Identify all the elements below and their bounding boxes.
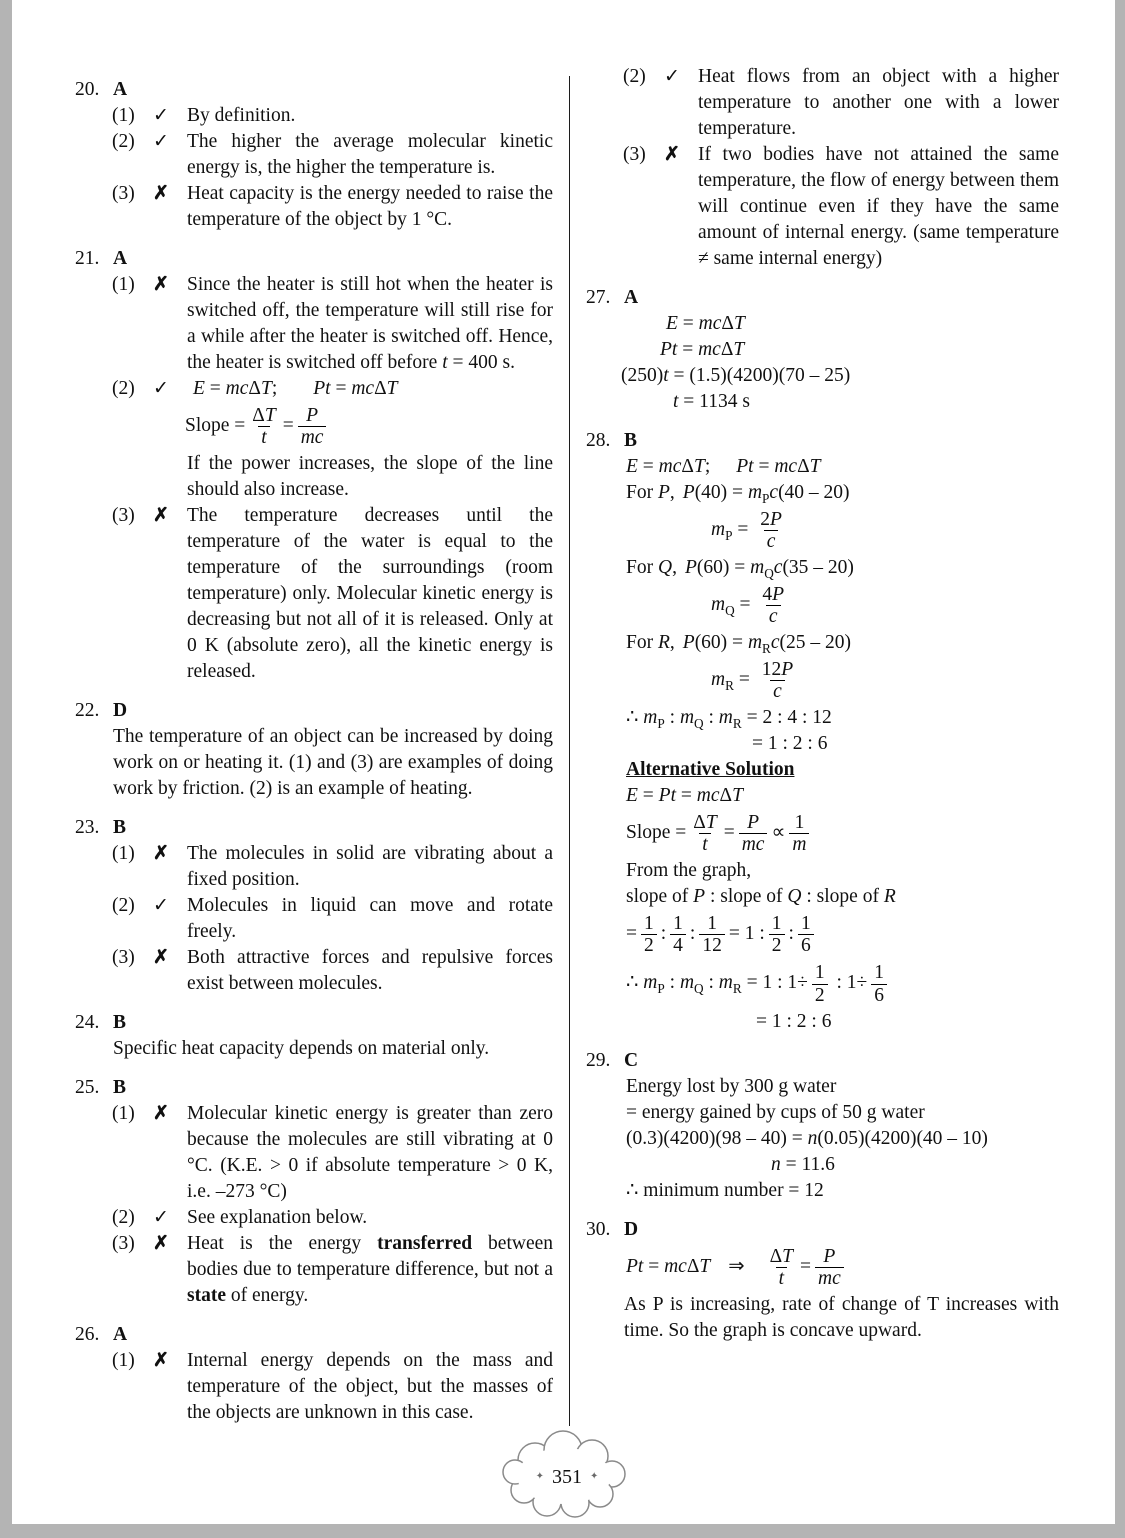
- body-paragraph: As P is increasing, rate of change of T increases with time. So the graph is concave upward.: [624, 1293, 1059, 1341]
- option-text: Heat capacity is the energy needed to raise the temperature of the object by 1 °C.: [187, 183, 553, 230]
- fraction: $\frac{1}{4}$: [670, 913, 686, 956]
- fraction: $\frac{1}{m}$: [789, 812, 809, 855]
- alt-solution-heading: Alternative Solution: [626, 759, 795, 781]
- option-row: [75, 1205, 553, 1231]
- math-line: n = 11.6: [771, 1153, 835, 1175]
- fraction: $\frac{\Delta T}{t}$: [693, 812, 717, 856]
- cross-icon: ✗: [153, 843, 169, 865]
- question-header: [586, 428, 1059, 454]
- option-label: (1): [112, 105, 135, 126]
- answer-letter: B: [624, 430, 638, 451]
- option-label: (2): [112, 131, 135, 152]
- option-label: (1): [112, 843, 135, 865]
- option-label: (3): [623, 144, 646, 165]
- math-line: = energy gained by cups of 50 g water: [626, 1101, 925, 1123]
- option-label: (3): [112, 505, 135, 527]
- fraction: $\frac{1}{2}$: [641, 913, 657, 956]
- question-number: 24.: [75, 1012, 100, 1034]
- option-row: [75, 129, 553, 181]
- question-header: [75, 1010, 553, 1036]
- question-number: 26.: [75, 1324, 100, 1346]
- check-icon: ✓: [153, 131, 169, 152]
- answer-letter: C: [624, 1049, 639, 1071]
- math-line: Pt = mcΔT ⇒ $\frac{\Delta T}{t}$ = $\frac{P}{mc}$: [586, 1243, 1059, 1292]
- math-line: ∴ $m_P$ : $m_Q$ : $m_R = 2$ : 4 : 12: [626, 707, 832, 732]
- option-row: [75, 893, 553, 945]
- question-header: [586, 285, 1059, 311]
- math-line: Pt = mcΔT: [660, 339, 745, 360]
- question-header: [75, 815, 553, 841]
- option-text: Since the heater is still hot when the heater is switched off, the temperature will still rise for a while after the heater is switched off. Hence, the heater is switched off before t = 400 s.: [187, 274, 553, 373]
- option-row: [75, 1231, 553, 1309]
- option-text: E = mcΔT; Pt = mcΔT: [193, 378, 398, 399]
- question-number: 27.: [586, 287, 611, 308]
- option-row: [75, 181, 553, 233]
- fraction: $\frac{1}{12}$: [699, 913, 725, 956]
- answer-letter: A: [113, 79, 128, 100]
- question-number: 23.: [75, 817, 100, 839]
- option-text: Both attractive forces and repulsive forces exist between molecules.: [187, 947, 553, 995]
- option-paragraph: If the power increases, the slope of the line should also increase.: [187, 453, 553, 501]
- option-text: Heat is the energy transferred between bodies due to temperature difference, but not a state of energy.: [187, 1233, 554, 1307]
- check-icon: ✓: [664, 66, 680, 87]
- option-row: [75, 503, 553, 685]
- answer-letter: D: [624, 1218, 639, 1240]
- math-line: For P, $P(40) = m_Pc(40 - 20)$: [626, 482, 850, 506]
- page-footer: [75, 1426, 1059, 1528]
- question-number: 29.: [586, 1049, 611, 1071]
- option-row: [75, 103, 553, 129]
- check-icon: ✓: [153, 1207, 169, 1229]
- cloud-ornament-left-icon: ✦: [535, 1471, 544, 1483]
- fraction: $\frac{1}{6}$: [871, 962, 887, 1005]
- question-number: 20.: [75, 79, 100, 100]
- math-line: $m_Q$ = $\frac{4P}{c}$: [586, 581, 1059, 630]
- math-line: Slope = $\frac{\Delta T}{t}$ = $\frac{P}{mc}$: [75, 402, 553, 451]
- math-line: For Q, $P(60) = m_Qc(35 - 20)$: [626, 557, 854, 581]
- option-label: (1): [112, 1103, 135, 1125]
- fraction: $\frac{2P}{c}$: [760, 509, 782, 553]
- math-line: E = mcΔT; Pt = mcΔT: [626, 456, 821, 477]
- question-number: 28.: [586, 430, 611, 451]
- math-line: For R, $P(60) = m_Rc(25 - 20)$: [626, 632, 852, 657]
- option-row: [75, 1348, 553, 1426]
- question-number: 21.: [75, 248, 100, 269]
- fraction: $\frac{\Delta T}{t}$: [252, 405, 276, 449]
- answer-letter: B: [113, 817, 127, 839]
- answer-letter: B: [113, 1012, 127, 1034]
- option-text: Heat flows from an object with a higher temperature to another one with a lower temperature.: [698, 66, 1059, 139]
- cross-icon: ✗: [153, 947, 169, 969]
- option-label: (3): [112, 947, 135, 969]
- math-line: (250)t = (1.5)(4200)(70 – 25): [621, 365, 851, 386]
- answer-letter: D: [113, 700, 128, 722]
- cross-icon: ✗: [153, 1233, 169, 1255]
- math-line: = 1 : 2 : 6: [752, 733, 828, 755]
- page-number: 351: [552, 1466, 582, 1489]
- answer-letter: B: [113, 1077, 127, 1099]
- math-line: ∴ minimum number = 12: [626, 1179, 824, 1201]
- math-line: $m_P$ = $\frac{2P}{c}$: [586, 506, 1059, 555]
- option-text: By definition.: [187, 105, 296, 126]
- two-column-layout: [75, 64, 1059, 1426]
- option-text: The higher the average molecular kinetic energy is, the higher the temperature is.: [187, 131, 553, 178]
- math-line: = 1 : 2 : 6: [756, 1010, 832, 1032]
- fraction: $\frac{\Delta T}{t}$: [769, 1245, 793, 1289]
- cross-icon: ✗: [153, 1103, 169, 1125]
- fraction: $\frac{12P}{c}$: [761, 659, 794, 703]
- cross-icon: ✗: [153, 505, 169, 527]
- math-line: E = Pt = mcΔT: [626, 785, 743, 807]
- question-number: 25.: [75, 1077, 100, 1099]
- option-row: [75, 945, 553, 997]
- option-text: Molecular kinetic energy is greater than zero because the molecules are still vibrating at 0 °C. (K.E. > 0 if absolute temperature > 0 K, i.e. –273 °C): [187, 1103, 553, 1203]
- math-line: From the graph,: [626, 860, 752, 882]
- question-header: [75, 246, 553, 272]
- question-number: 22.: [75, 700, 100, 722]
- math-line: (0.3)(4200)(98 – 40) = n(0.05)(4200)(40 – 10): [626, 1127, 988, 1149]
- page-number-cloud: [492, 1426, 642, 1528]
- option-text: The molecules in solid are vibrating about a fixed position.: [187, 843, 553, 891]
- option-row: [75, 1101, 553, 1205]
- fraction: $\frac{1}{2}$: [812, 962, 828, 1005]
- option-row: [586, 142, 1059, 272]
- option-text: If two bodies have not attained the same temperature, the flow of energy between them will continue even if they have the same amount of internal energy. (same temperature ≠ same internal energy): [698, 144, 1059, 269]
- option-row: [586, 64, 1059, 142]
- option-text: Molecules in liquid can move and rotate freely.: [187, 895, 553, 943]
- body-paragraph: The temperature of an object can be increased by doing work on or heating it. (1) and (3) are examples of doing work by friction. (2) is an example of heating.: [113, 726, 553, 800]
- question-header: [75, 77, 553, 103]
- column-divider-line: [569, 76, 570, 1426]
- body-paragraph: Specific heat capacity depends on material only.: [113, 1038, 490, 1060]
- option-label: (2): [112, 895, 135, 917]
- question-number: 30.: [586, 1218, 611, 1240]
- option-text: See explanation below.: [187, 1207, 368, 1229]
- answer-letter: A: [113, 1324, 128, 1346]
- cross-icon: ✗: [153, 183, 169, 204]
- check-icon: ✓: [153, 378, 169, 399]
- option-label: (2): [623, 66, 646, 87]
- fraction: $\frac{P}{mc}$: [739, 812, 768, 855]
- fraction: $\frac{P}{mc}$: [815, 1246, 844, 1289]
- check-icon: ✓: [153, 895, 169, 917]
- math-line: Energy lost by 300 g water: [626, 1075, 837, 1097]
- fraction: $\frac{P}{mc}$: [298, 405, 327, 448]
- option-row: [75, 376, 553, 402]
- fraction: $\frac{1}{6}$: [798, 913, 814, 956]
- option-row: [75, 272, 553, 376]
- question-header: [75, 1075, 553, 1101]
- cross-icon: ✗: [153, 274, 169, 295]
- option-row: [75, 841, 553, 893]
- math-line: slope of P : slope of Q : slope of R: [626, 886, 896, 908]
- question-header: [586, 1217, 1059, 1243]
- cloud-ornament-right-icon: ✦: [590, 1471, 599, 1483]
- question-header: [75, 1322, 553, 1348]
- option-label: (1): [112, 274, 135, 295]
- question-header: [75, 698, 553, 724]
- left-column: [75, 64, 553, 1426]
- fraction: $\frac{1}{2}$: [769, 913, 785, 956]
- page: [12, 0, 1115, 1524]
- answer-letter: A: [113, 248, 128, 269]
- cross-icon: ✗: [153, 1350, 169, 1372]
- math-line: = $\frac{1}{2}$ : $\frac{1}{4}$ : $\frac{1}{12}$ = 1 : $\frac{1}{2}$ : $\frac{1}{6}$: [586, 910, 1059, 959]
- math-line: ∴ $m_P$ : $m_Q$ : $m_R = 1$ : 1÷ $\frac{1}{2}$ : 1÷ $\frac{1}{6}$: [586, 959, 1059, 1008]
- math-line: E = mcΔT: [666, 313, 745, 334]
- option-label: (3): [112, 1233, 135, 1255]
- answer-letter: A: [624, 287, 639, 308]
- fraction: $\frac{4P}{c}$: [762, 584, 785, 628]
- option-label: (1): [112, 1350, 135, 1372]
- math-line: $m_R$ = $\frac{12P}{c}$: [586, 656, 1059, 705]
- math-line: Slope = $\frac{\Delta T}{t}$ = $\frac{P}{mc}$ ∝ $\frac{1}{m}$: [586, 809, 1059, 858]
- math-line: t = 1134 s: [673, 391, 750, 412]
- option-label: (3): [112, 183, 135, 204]
- option-label: (2): [112, 1207, 135, 1229]
- cross-icon: ✗: [664, 144, 680, 165]
- option-label: (2): [112, 378, 135, 399]
- question-header: [586, 1048, 1059, 1074]
- option-text: The temperature decreases until the temperature of the water is equal to the temperature of the surroundings (room temperature) only. Molecular kinetic energy is decreasing but not all of it is released. Only at 0 K (absolute zero), all the kinetic energy is released.: [187, 505, 553, 683]
- check-icon: ✓: [153, 105, 169, 126]
- option-text: Internal energy depends on the mass and temperature of the object, but the masses of the objects are unknown in this case.: [187, 1350, 553, 1424]
- page-number-row: [492, 1426, 642, 1528]
- right-column: [586, 64, 1059, 1426]
